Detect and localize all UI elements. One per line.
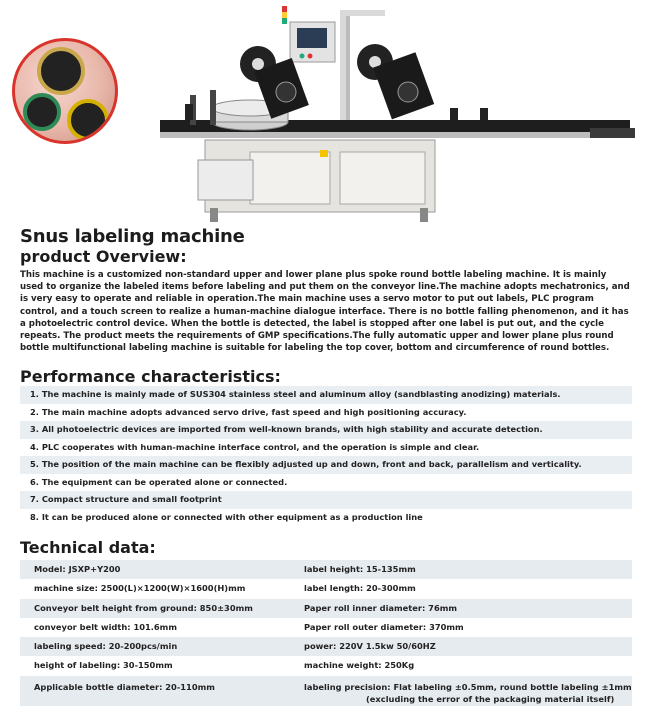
table-row <box>20 560 632 579</box>
table-row <box>20 656 632 675</box>
performance-item: 8. It can be produced alone or connected with other equipment as a production line <box>30 511 423 522</box>
technical-table <box>20 560 632 706</box>
spec-right: machine weight: 250Kg <box>304 660 415 671</box>
spec-left: height of labeling: 30-150mm <box>34 660 173 671</box>
labeling-machine-illustration <box>150 0 650 225</box>
spec-right: label height: 15-135mm <box>304 564 416 574</box>
performance-item: 6. The equipment can be operated alone or connected. <box>30 476 288 487</box>
spec-left: conveyor belt width: 101.6mm <box>34 621 177 632</box>
performance-list <box>20 386 632 526</box>
spec-left: Model: JSXP+Y200 <box>34 564 121 574</box>
precision-note: (excluding the error of the packaging material itself) <box>366 693 615 704</box>
table-row <box>20 599 632 618</box>
performance-heading: Performance characteristics: <box>20 367 281 386</box>
table-row <box>20 579 632 598</box>
technical-heading: Technical data: <box>20 538 156 557</box>
spec-left: machine size: 2500(L)×1200(W)×1600(H)mm <box>34 583 246 594</box>
spec-right: Paper roll outer diameter: 370mm <box>304 621 464 632</box>
spec-right: label length: 20-300mm <box>304 583 416 594</box>
product-photo <box>0 0 650 225</box>
table-row <box>20 676 632 706</box>
table-row <box>20 618 632 637</box>
precision-text: labeling precision: Flat labeling ±0.5mm, round bottle labeling ±1mm <box>304 681 632 692</box>
spec-right: power: 220V 1.5kw 50/60HZ <box>304 641 436 652</box>
snus-product-inset <box>12 38 118 144</box>
spec-left: Conveyor belt height from ground: 850±30mm <box>34 602 253 613</box>
spec-left: Applicable bottle diameter: 20-110mm <box>34 681 215 692</box>
page-title: Snus labeling machine <box>20 226 245 247</box>
spec-right: Paper roll inner diameter: 76mm <box>304 602 458 613</box>
overview-heading: product Overview: <box>20 247 187 266</box>
overview-paragraph: This machine is a customized non-standard upper and lower plane plus spoke round bottle labeling machine. It is mainly used to organize the labeled items before labeling and put them on the conveyor line.The machine adopts mechatronics, and is very easy to operate and reliable in operation.The main machine uses a servo motor to put out labels, PLC program control, and a touch screen to realize a human-machine dialogue interface. There is no bottle falling phenomenon, and it has a photoelectric control device. When the bottle is detected, the label is stopped after one label is put out, and the cycle repeats. The product meets the requirements of GMP specifications.The fully automatic upper and lower plane plus round bottle multifunctional labeling machine is suitable for labeling the top cover, bottom and circumference of round bottles. <box>20 270 630 354</box>
performance-item: 5. The position of the main machine can be flexibly adjusted up and down, front and back, parallelism and verticality. <box>20 456 632 474</box>
spec-right <box>290 676 632 706</box>
performance-item: 7. Compact structure and small footprint <box>20 491 632 509</box>
performance-item: 1. The machine is mainly made of SUS304 stainless steel and aluminum alloy (sandblasting anodizing) materials. <box>20 386 632 404</box>
performance-item: 3. All photoelectric devices are imported from well-known brands, with high stability and accurate detection. <box>20 421 632 439</box>
table-row <box>20 637 632 656</box>
spec-left: labeling speed: 20-200pcs/min <box>34 641 178 652</box>
performance-item: 4. PLC cooperates with human-machine interface control, and the operation is simple and clear. <box>30 441 480 452</box>
performance-item: 2. The main machine adopts advanced servo drive, fast speed and high positioning accuracy. <box>30 406 467 417</box>
